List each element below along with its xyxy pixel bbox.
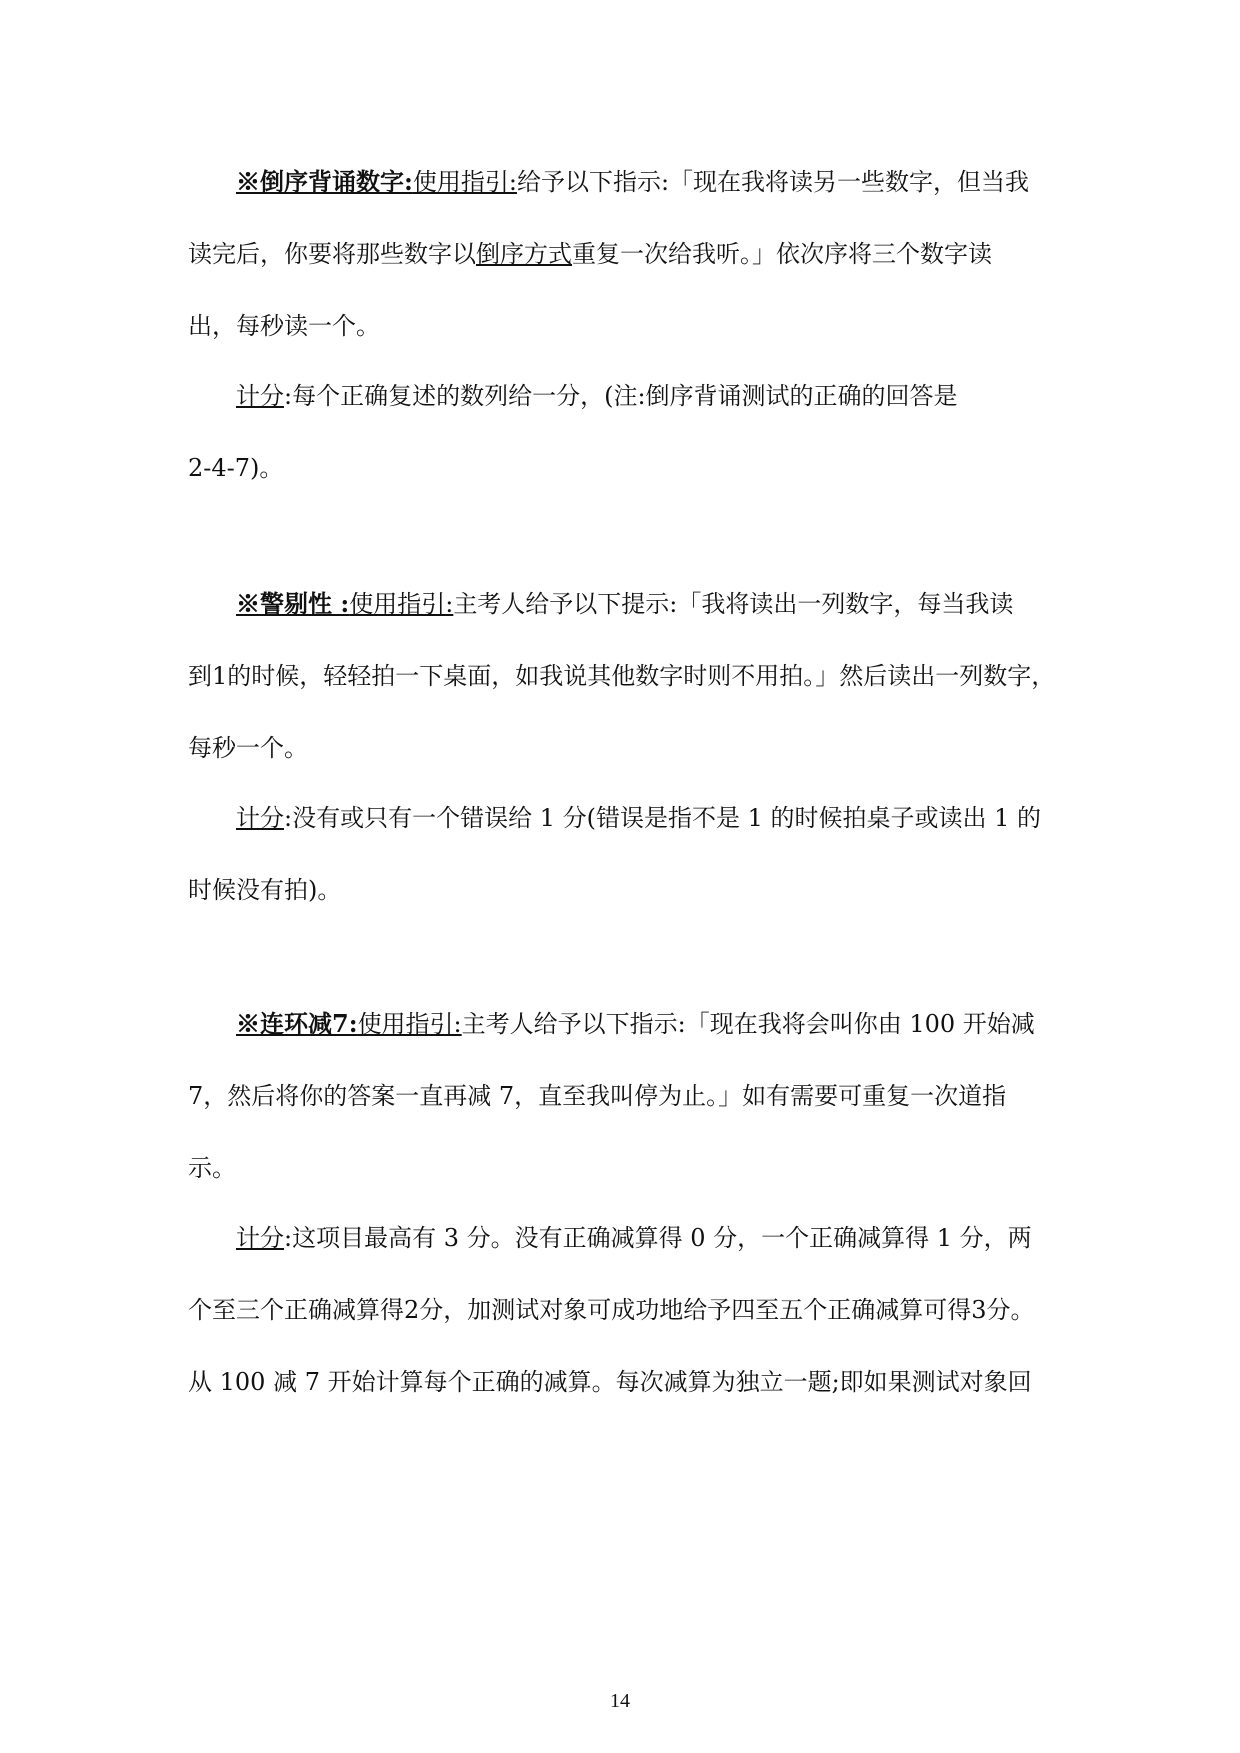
instruction-label: 使用指引: [412,168,517,196]
paragraph-text: :每个正确复述的数列给一分，(注:倒序背诵测试的正确的回答是 [284,382,958,410]
scoring-label: 计分 [236,382,284,410]
paragraph-text: :没有或只有一个错误给 1 分(错误是指不是 1 的时候拍桌子或读出 1 的 [284,804,1042,832]
paragraph-text: 主考人给予以下提示:「我将读出一列数字，每当我读 [453,590,1014,618]
paragraph-text: 给予以下指示:「现在我将读另一些数字，但当我 [516,168,1030,196]
vigilance-scoring [188,782,1068,926]
paragraph-line [188,988,1068,1060]
backward-digit-span-section [188,146,1068,362]
paragraph-line: 示。 [188,1154,236,1182]
page-number: 14 [610,1690,630,1712]
scoring-label: 计分 [236,1224,284,1252]
paragraph-text: 读完后，你要将那些数字以 [188,240,476,268]
paragraph-line: 到1的时候，轻轻拍一下桌面，如我说其他数字时则不用拍。」然后读出一列数字， [188,662,1056,690]
paragraph-line: 从 100 减 7 开始计算每个正确的减算。每次减算为独立一题;即如果测试对象回 [188,1368,1032,1396]
paragraph-line: 出，每秒读一个。 [188,312,380,340]
paragraph-line: 时候没有拍)。 [188,876,342,904]
paragraph-line: 7，然后将你的答案一直再减 7，直至我叫停为止。」如有需要可重复一次道指 [188,1082,1007,1110]
section-title: ※警剔性 : [236,589,350,618]
emphasis-text: 倒序方式 [476,240,572,268]
paragraph-line [188,782,1068,854]
section-title: ※倒序背诵数字: [236,167,413,196]
scoring-label: 计分 [236,804,284,832]
paragraph-line [188,568,1068,640]
paragraph-line: 个至三个正确减算得2分，加测试对象可成功地给予四至五个正确减算可得3分。 [188,1296,1035,1324]
paragraph-text: :这项目最高有 3 分。没有正确减算得 0 分，一个正确减算得 1 分，两 [284,1224,1032,1252]
paragraph-line [188,1202,1068,1274]
backward-digit-scoring [188,360,1068,504]
serial-sevens-section [188,988,1068,1204]
section-title: ※连环减7: [236,1009,358,1038]
paragraph-text: 主考人给予以下指示:「现在我将会叫你由 100 开始减 [461,1010,1035,1038]
paragraph-line: 2-4-7)。 [188,454,284,482]
instruction-label: 使用指引: [349,590,454,618]
serial-sevens-scoring [188,1202,1068,1418]
paragraph-line [188,360,1068,432]
paragraph-line [188,146,1068,218]
paragraph-line: 每秒一个。 [188,734,308,762]
paragraph-text: 重复一次给我听。」依次序将三个数字读 [572,240,992,268]
vigilance-section [188,568,1068,784]
instruction-label: 使用指引: [357,1010,462,1038]
paragraph-line [188,218,1068,290]
